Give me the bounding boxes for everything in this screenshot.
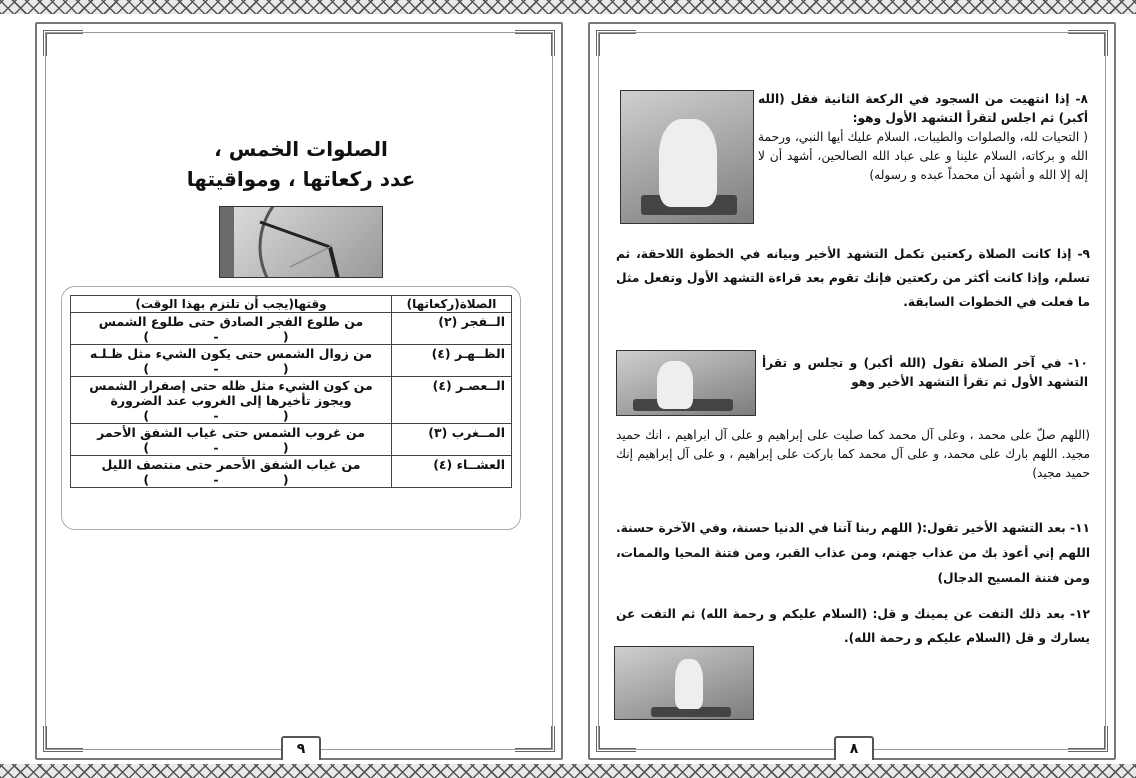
prayer-time-cell	[71, 377, 392, 424]
table-row	[71, 345, 512, 377]
prayer-time-marks: ( - )	[143, 329, 319, 344]
step-10-text: ١٠- في آخر الصلاة تقول (الله أكبر) و تجلس و تقرأ التشهد الأول ثم تقرأ التشهد الأخير وهو	[762, 356, 1088, 389]
step-9-text: ٩- إذا كانت الصلاة ركعتين تكمل التشهد الأخير وبيانه في الخطوة اللاحقة، ثم تسلم، وإذا كانت أكثر من ركعتين فإنك تقوم بعد قراءة التشهد الأول وتفعل مثل ما فعلت في الخطوات السابقة.	[616, 247, 1090, 309]
corner-ornament	[515, 30, 555, 56]
page-number: ٩	[281, 736, 321, 760]
title-line-1: الصلوات الخمس ،	[214, 137, 388, 161]
step-10-quote-block	[616, 426, 1090, 483]
clock-hands-icon	[220, 207, 383, 278]
salam-photo	[614, 646, 754, 720]
person-figure	[675, 659, 703, 709]
title-line-2: عدد ركعاتها ، ومواقيتها	[186, 167, 416, 191]
corner-ornament	[515, 726, 555, 752]
prayer-time-text: من طلوع الفجر الصادق حتى طلوع الشمس	[98, 314, 364, 329]
step-12	[616, 602, 1090, 650]
prayer-time-cell	[71, 424, 392, 456]
sitting-tashahhud-photo	[620, 90, 754, 224]
corner-ornament	[596, 30, 636, 56]
corner-ornament	[43, 30, 83, 56]
step-10-quote: (اللهم صلّ على محمد ، وعلى آل محمد كما صليت على إبراهيم و على آل ابراهيم ، انك حميد مجيد. اللهم بارك على محمد، و على آل محمد كما باركت على إبراهيم ، و على آل إبراهيم إنك حميد مجيد)	[616, 428, 1090, 480]
prayer-time-cell	[71, 456, 392, 488]
column-header-prayer: الصلاة(ركعاتها)	[392, 296, 512, 313]
step-8	[758, 90, 1088, 185]
person-figure	[659, 119, 717, 207]
corner-ornament	[1068, 726, 1108, 752]
prayer-time-text: من غروب الشمس حتى غياب الشفق الأحمر	[97, 425, 365, 440]
corner-ornament	[43, 726, 83, 752]
clock-photo	[219, 206, 383, 278]
prayer-time-marks: ( - )	[143, 408, 319, 423]
prayer-name: المــغرب (٣)	[392, 424, 512, 456]
prayer-time-text: من زوال الشمس حتى يكون الشيء مثل ظـلـه	[89, 346, 373, 361]
prayer-time-marks: ( - )	[143, 472, 319, 487]
page-title	[57, 134, 545, 194]
prayer-name: الــعصـر (٤)	[392, 377, 512, 424]
table-row	[71, 424, 512, 456]
table-row	[71, 313, 512, 345]
step-10	[762, 354, 1088, 392]
prayer-time-cell	[71, 313, 392, 345]
prayer-time-marks: ( - )	[143, 440, 319, 455]
final-sitting-photo	[616, 350, 756, 416]
table-row	[71, 377, 512, 424]
prayer-time-marks: ( - )	[143, 361, 319, 376]
top-lattice-border	[0, 0, 1136, 14]
prayer-time-text: من غياب الشفق الأحمر حتى منتصف الليل	[101, 457, 361, 472]
corner-ornament	[596, 726, 636, 752]
prayer-time-text: من كون الشيء مثل ظله حتى إصفرار الشمس ويجوز تأخيرها إلى الغروب عند الضرورة	[89, 378, 373, 408]
prayer-name: الــفجر (٢)	[392, 313, 512, 345]
prayer-name: الظــهـر (٤)	[392, 345, 512, 377]
column-header-time: وقتها(يجب أن تلتزم بهذا الوقت)	[71, 296, 392, 313]
step-12-text: ١٢- بعد ذلك التفت عن يمينك و قل: (السلام عليكم و رحمة الله) ثم التفت عن يسارك و قل (السلام عليكم و رحمة الله).	[616, 607, 1090, 645]
table-header-row	[71, 296, 512, 313]
step-11	[616, 516, 1090, 591]
right-page	[588, 22, 1116, 760]
bottom-lattice-border	[0, 764, 1136, 778]
person-figure	[657, 361, 693, 409]
step-9	[616, 242, 1090, 314]
table-row	[71, 456, 512, 488]
step-8-quote: ( التحيات لله، والصلوات والطيبات، السلام عليك أيها النبي، ورحمة الله و بركاته، السلام علينا و على عباد الله الصالحين، أشهد أن لا إله إلا الله و أشهد أن محمداً عبده و رسوله)	[758, 130, 1088, 182]
left-page	[35, 22, 563, 760]
step-11-text: ١١- بعد التشهد الأخير تقول:( اللهم ربنا آتنا في الدنيا حسنة، وفي الآخرة حسنة. اللهم إني أعوذ بك من عذاب جهنم، ومن عذاب القبر، ومن فتنة المحيا والممات، ومن فتنة المسيح الدجال)	[616, 521, 1090, 585]
page-number: ٨	[834, 736, 874, 760]
step-8-text: ٨- إذا انتهيت من السجود في الركعة الثانية فقل (الله أكبر) ثم اجلس لتقرأ التشهد الأول وهو:	[758, 92, 1088, 125]
prayer-name: العشــاء (٤)	[392, 456, 512, 488]
prayer-times-table	[70, 295, 512, 488]
corner-ornament	[1068, 30, 1108, 56]
prayer-time-cell	[71, 345, 392, 377]
prayer-times-table-container	[61, 286, 521, 530]
